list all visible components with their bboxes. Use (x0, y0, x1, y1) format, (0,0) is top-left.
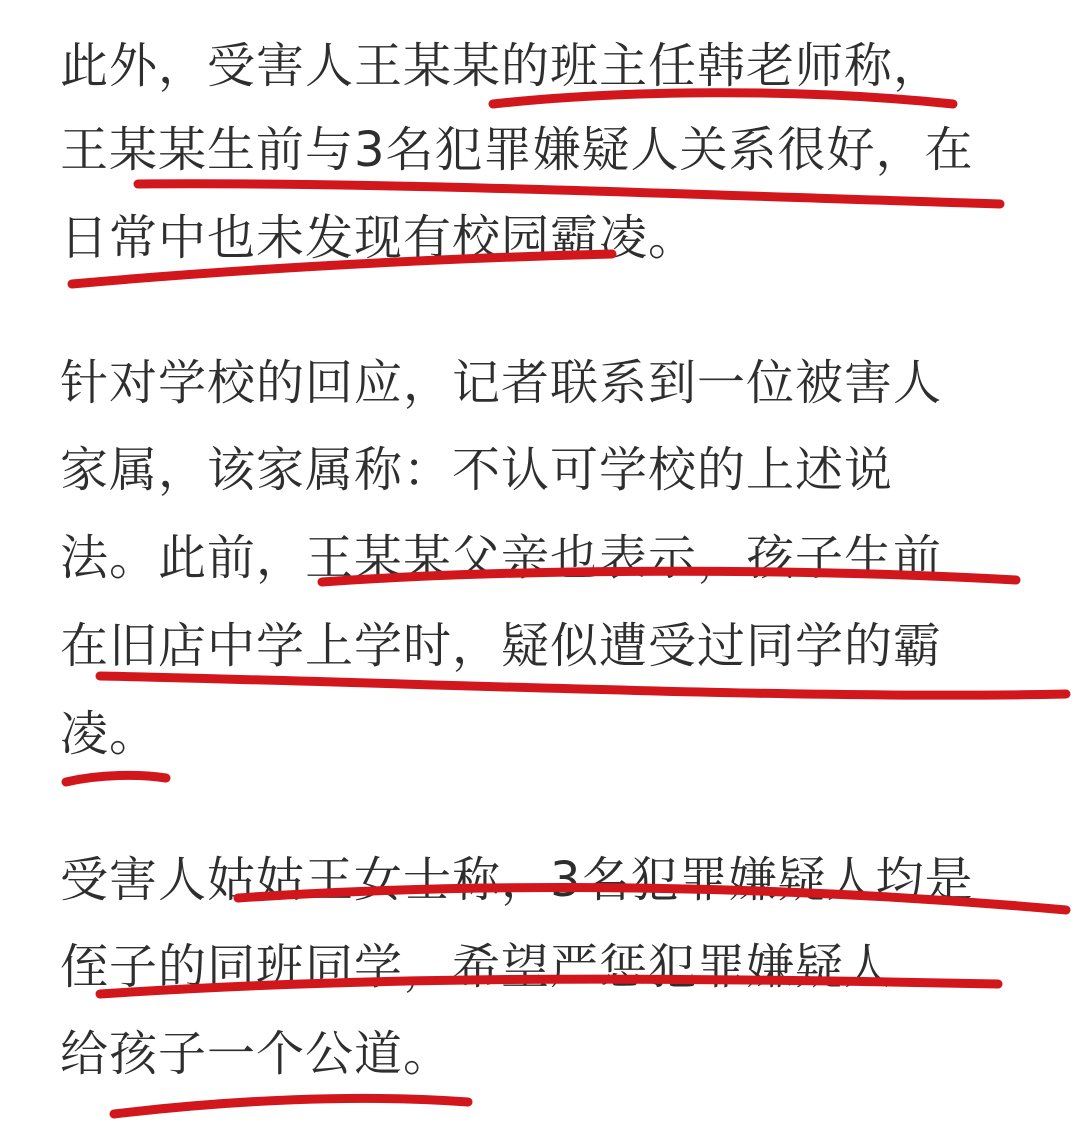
paragraph-2-line-3: 法。此前，王某某父亲也表示，孩子生前 (60, 530, 943, 586)
paragraph-3-line-1: 受害人姑姑王女士称，3名犯罪嫌疑人均是 (60, 852, 974, 908)
underline-stroke-9 (114, 1098, 468, 1114)
underline-stroke-6 (66, 775, 166, 782)
paragraph-2-line-1: 针对学校的回应，记者联系到一位被害人 (60, 355, 943, 411)
paragraph-1-line-1: 此外，受害人王某某的班主任韩老师称， (60, 38, 943, 94)
underline-stroke-5 (100, 676, 1066, 695)
paragraph-1-line-2: 王某某生前与3名犯罪嫌疑人关系很好，在 (60, 122, 974, 178)
underline-stroke-2 (138, 184, 1000, 204)
paragraph-2-line-2: 家属，该家属称：不认可学校的上述说 (60, 442, 894, 498)
paragraph-3-line-2: 侄子的同班同学，希望严惩犯罪嫌疑人 (60, 939, 894, 995)
paragraph-3-line-3: 给孩子一个公道。 (60, 1026, 453, 1082)
paragraph-2-line-5: 凌。 (60, 706, 159, 762)
paragraph-1-line-3: 日常中也未发现有校园霸凌。 (60, 210, 698, 266)
paragraph-2-line-4: 在旧店中学上学时，疑似遭受过同学的霸 (60, 618, 943, 674)
